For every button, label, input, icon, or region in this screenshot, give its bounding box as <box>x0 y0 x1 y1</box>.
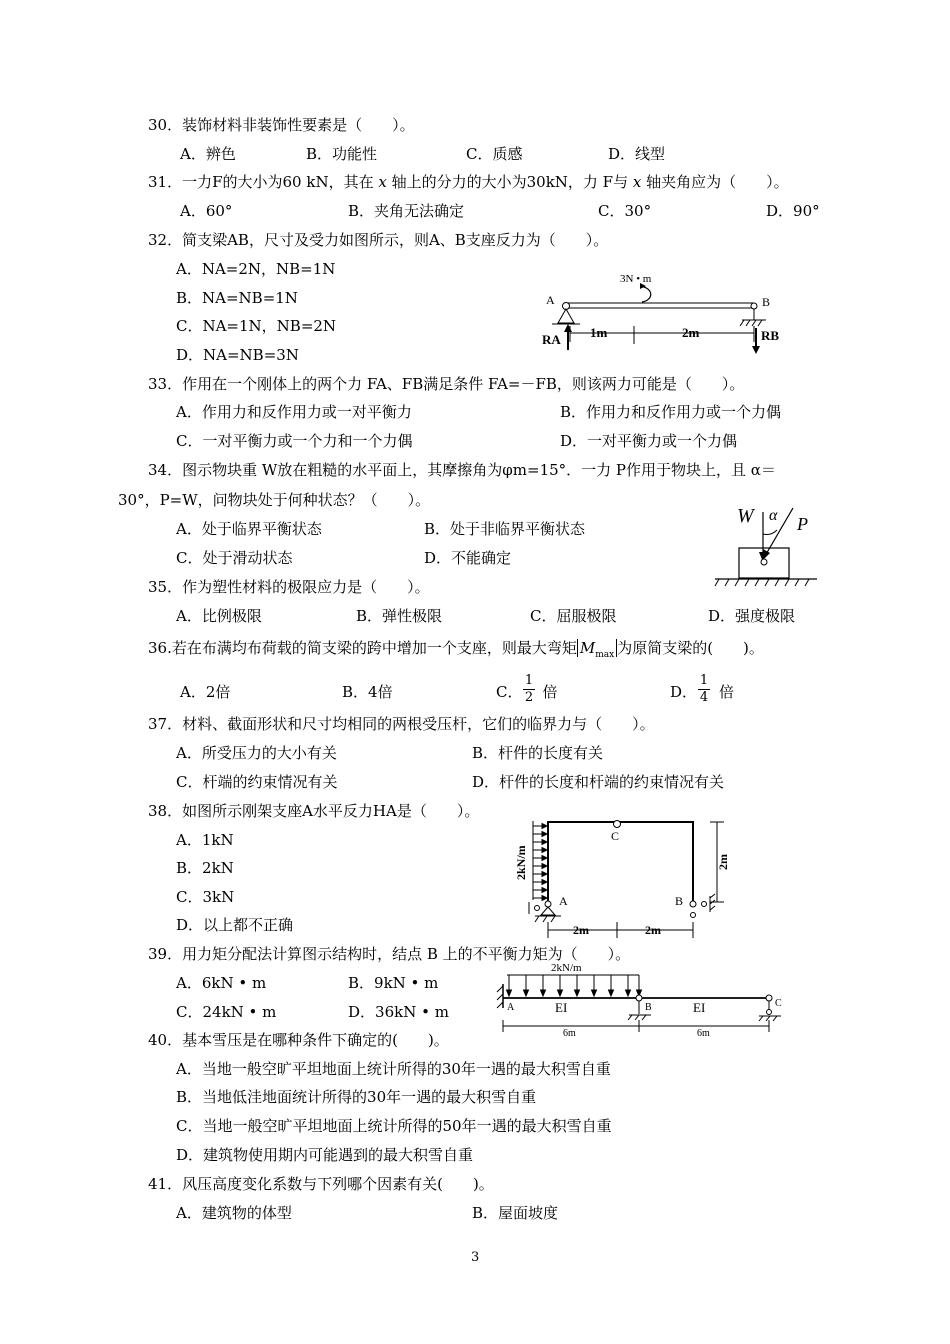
q38-frame-figure <box>505 818 745 943</box>
q38-option-b: B．2kN <box>176 859 234 877</box>
label-EI-1: EI <box>555 1000 568 1015</box>
page-number: 3 <box>471 1250 480 1265</box>
q34-stem-line1: 34．图示物块重 W放在粗糙的水平面上，其摩擦角为φm=15°．一力 P作用于物块上，且 α＝ <box>148 461 776 479</box>
q34-option-b: B．处于非临界平衡状态 <box>424 520 586 538</box>
q41-stem: 41．风压高度变化系数与下列哪个因素有关( )。 <box>148 1175 494 1193</box>
q38-option-c: C．3kN <box>176 888 235 906</box>
q32-option-d: D．NA=NB=3N <box>176 346 299 364</box>
q36-c-fraction: $\frac{1}{2}$ <box>524 673 534 705</box>
label-B: B <box>675 894 684 908</box>
load-label: 2kN/m <box>551 962 582 974</box>
q38-stem: 38．如图所示刚架支座A水平反力HA是（ ）。 <box>148 802 480 820</box>
q31-option-a: A．60° <box>180 202 233 220</box>
q41-option-a: A．建筑物的体型 <box>176 1204 292 1222</box>
q38-option-d: D．以上都不正确 <box>176 916 294 934</box>
q32-option-b: B．NA=NB=1N <box>176 289 298 307</box>
label-B: B <box>645 1002 652 1013</box>
dim-height: 2m <box>716 854 730 870</box>
q38-option-a: A．1kN <box>176 831 234 849</box>
moment-arrow-icon <box>640 286 651 302</box>
q30-option-a: A．辨色 <box>180 145 236 163</box>
q37-option-a: A．所受压力的大小有关 <box>176 744 337 762</box>
label-RB: RB <box>761 328 780 343</box>
label-A: A <box>507 1002 515 1013</box>
q30-option-d: D．线型 <box>608 145 666 163</box>
q31-option-c: C．30° <box>598 202 652 220</box>
q33-option-c: C．一对平衡力或一个力和一个力偶 <box>176 432 413 450</box>
q32-option-a: A．NA=2N，NB=1N <box>176 260 336 278</box>
label-B: B <box>762 295 771 309</box>
q34-stem-line2: 30°，P=W，问物块处于何种状态？（ ）。 <box>118 491 431 509</box>
q36-option-d: D． 倍 <box>670 683 735 701</box>
label-RA: RA <box>542 332 561 347</box>
label-A: A <box>559 894 568 908</box>
q40-option-d: D．建筑物使用期内可能遇到的最大积雪自重 <box>176 1146 474 1164</box>
dim-left: 6m <box>563 1028 576 1039</box>
q40-option-a: A．当地一般空旷平坦地面上统计所得的30年一遇的最大积雪自重 <box>176 1060 611 1078</box>
q39-option-c: C．24kN • m <box>176 1003 277 1021</box>
q35-option-b: B．弹性极限 <box>356 607 443 625</box>
q33-option-b: B．作用力和反作用力或一个力偶 <box>560 403 782 421</box>
q37-stem: 37．材料、截面形状和尺寸均相同的两根受压杆，它们的临界力与（ ）。 <box>148 715 655 733</box>
q31-stem: 31．一力F的大小为60 kN，其在 x 轴上的分力的大小为30kN，力 F与 x 轴夹角应为（ ）。 <box>148 173 789 191</box>
dim-1m: 1m <box>590 325 608 340</box>
label-EI-2: EI <box>693 1000 706 1015</box>
q34-option-c: C．处于滑动状态 <box>176 549 293 567</box>
q34-block-figure <box>705 500 830 595</box>
q39-option-b: B．9kN • m <box>348 974 439 992</box>
q36-option-b: B．4倍 <box>342 683 393 701</box>
q36-stem: 36.若在布满均布荷载的简支梁的跨中增加一个支座，则最大弯矩 $M_{max}$ 为原简支梁的( )。 <box>148 639 764 660</box>
q36-d-fraction: $\frac{1}{4}$ <box>699 673 709 705</box>
q34-option-d: D．不能确定 <box>424 549 512 567</box>
q41-option-b: B．屋面坡度 <box>472 1204 559 1222</box>
q32-option-c: C．NA=1N，NB=2N <box>176 317 337 335</box>
dim-right: 6m <box>697 1028 710 1039</box>
dim-2m: 2m <box>682 325 700 340</box>
q39-beam-figure <box>495 960 795 1039</box>
q30-option-b: B．功能性 <box>306 145 378 163</box>
load-label: 2kN/m <box>514 845 528 880</box>
q34-option-a: A．处于临界平衡状态 <box>176 520 322 538</box>
dim-left: 2m <box>573 923 589 937</box>
q32-stem: 32．简支梁AB，尺寸及受力如图所示，则A、B支座反力为（ ）。 <box>148 231 609 249</box>
q35-option-a: A．比例极限 <box>176 607 262 625</box>
q31-option-d: D．90° <box>766 202 820 220</box>
q40-option-b: B．当地低洼地面统计所得的30年一遇的最大积雪自重 <box>176 1088 537 1106</box>
q39-option-d: D．36kN • m <box>348 1003 449 1021</box>
label-A: A <box>546 293 555 307</box>
q36-option-a: A．2倍 <box>180 683 231 701</box>
q37-option-c: C．杆端的约束情况有关 <box>176 773 338 791</box>
q40-option-c: C．当地一般空旷平坦地面上统计所得的50年一遇的最大积雪自重 <box>176 1117 612 1135</box>
q36-option-c: C． 倍 <box>496 683 558 701</box>
q32-beam-figure <box>530 268 790 353</box>
label-W: W <box>737 505 754 527</box>
q37-option-d: D．杆件的长度和杆端的约束情况有关 <box>472 773 725 791</box>
label-C: C <box>611 829 620 843</box>
dim-right: 2m <box>645 923 661 937</box>
q30-option-c: C．质感 <box>466 145 523 163</box>
q40-stem: 40．基本雪压是在哪种条件下确定的( )。 <box>148 1031 449 1049</box>
label-P: P <box>797 514 808 534</box>
q33-stem: 33．作用在一个刚体上的两个力 FA、FB满足条件 FA=－FB，则该两力可能是（ ）。 <box>148 375 745 393</box>
q39-option-a: A．6kN • m <box>176 974 267 992</box>
q33-option-a: A．作用力和反作用力或一对平衡力 <box>176 403 412 421</box>
q39-stem: 39．用力矩分配法计算图示结构时，结点 B 上的不平衡力矩为（ ）。 <box>148 945 631 963</box>
q33-option-d: D．一对平衡力或一个力偶 <box>560 432 738 450</box>
q37-option-b: B．杆件的长度有关 <box>472 744 604 762</box>
q35-option-c: C．屈服极限 <box>530 607 617 625</box>
q30-stem: 30．装饰材料非装饰性要素是（ ）。 <box>148 116 415 134</box>
label-C: C <box>775 998 782 1009</box>
label-alpha: α <box>769 507 778 524</box>
q31-option-b: B．夹角无法确定 <box>348 202 465 220</box>
moment-label: 3N • m <box>620 273 652 285</box>
q35-stem: 35．作为塑性材料的极限应力是（ ）。 <box>148 578 430 596</box>
q35-option-d: D．强度极限 <box>708 607 796 625</box>
